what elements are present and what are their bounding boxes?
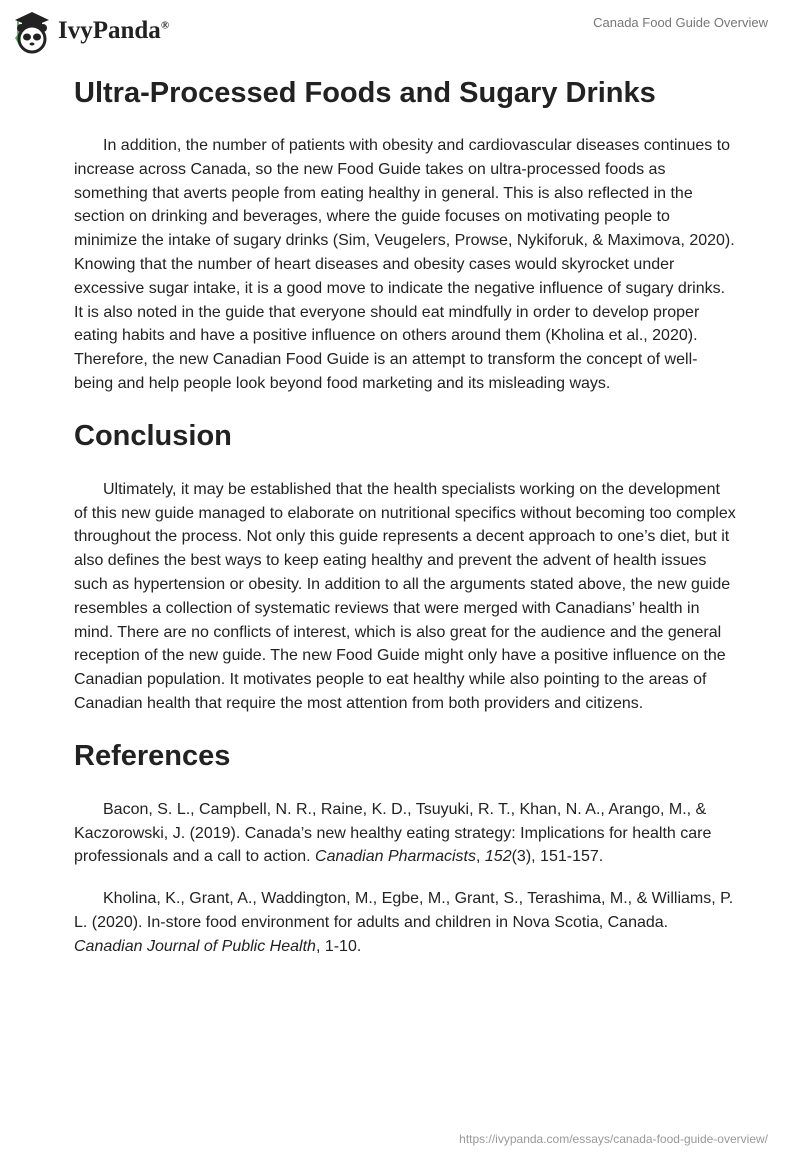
- logo-text: IvyPanda®: [58, 17, 170, 44]
- ivypanda-logo[interactable]: [12, 8, 169, 54]
- section-heading-conclusion: Conclusion: [74, 419, 232, 452]
- reference-item: Bacon, S. L., Campbell, N. R., Raine, K. D., Tsuyuki, R. T., Khan, N. A., Arango, M., & Kaczorowski, J. (2019). Canada’s new healthy eating strategy: Implications for health care professionals and a call to action. Canadian Pharmacists, 152(3), 151-157.: [74, 800, 712, 866]
- section-heading-references: References: [74, 739, 231, 772]
- paragraph-ultra-processed: In addition, the number of patients with obesity and cardiovascular diseases continues to increase across Canada, so the new Food Guide takes on ultra-processed foods as something that averts people from eating healthy in general. This is also reflected in the section on drinking and beverages, where the guide focuses on motivating people to minimize the intake of sugary drinks (Sim, Veugelers, Prowse, Nykiforuk, & Maximova, 2020). Knowing that the number of heart diseases and obesity cases would skyrocket under excessive sugar intake, it is a good move to indicate the negative influence of sugary drinks. It is also noted in the guide that everyone should eat mindfully in order to develop proper eating habits and have a positive influence on others around them (Kholina et al., 2020). Therefore, the new Canadian Food Guide is an attempt to transform the concept of well-being and help people look beyond food marketing and its misleading ways.: [74, 137, 735, 392]
- paragraph-conclusion: Ultimately, it may be established that the health specialists working on the development of this new guide managed to elaborate on nutritional specifics without becoming too complex throughout the process. Not only this guide represents a decent approach to one’s diet, but it also defines the best ways to keep eating healthy and prevent the advent of health issues such as hypertension or obesity. In addition to all the arguments stated above, the new guide resembles a collection of systematic reviews that were merged with Canadians’ health in mind. There are no conflicts of interest, which is also great for the audience and the general reception of the new guide. The new Food Guide might only have a positive influence on the Canadian population. It motivates people to eat healthy while also pointing to the areas of Canadian health that require the most attention from both providers and citizens.: [74, 480, 736, 712]
- essay-content: [74, 70, 736, 977]
- panda-graduate-icon: [12, 8, 52, 54]
- source-url[interactable]: https://ivypanda.com/essays/canada-food-guide-overview/: [459, 1132, 768, 1146]
- document-title: Canada Food Guide Overview: [593, 15, 768, 30]
- section-heading-ultra-processed: Ultra-Processed Foods and Sugary Drinks: [74, 77, 656, 109]
- page-header: [0, 0, 800, 60]
- reference-item: Kholina, K., Grant, A., Waddington, M., Egbe, M., Grant, S., Terashima, M., & Williams, P. L. (2020). In-store food environment for adults and children in Nova Scotia, Canada. Canadian Journal of Public Health, 1-10.: [74, 890, 734, 955]
